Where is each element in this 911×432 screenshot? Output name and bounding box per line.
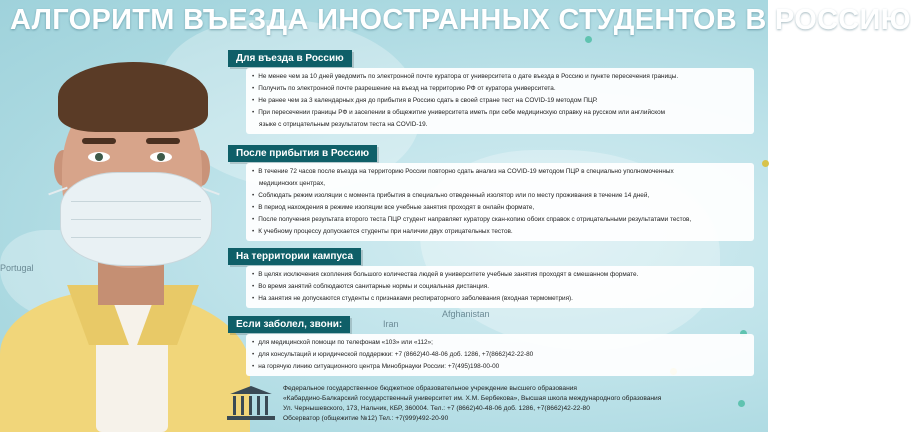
section-heading-entry: Для въезда в Россию [228, 50, 352, 67]
list-item: • В целях исключения скопления большого количества людей в университете учебные занятия проходят в смешанном формате. [252, 269, 748, 281]
list-item: • В период нахождения в режиме изоляции все учебные занятия проходят в онлайн формате, [252, 202, 748, 214]
list-item: • Получить по электронной почте разрешение на въезд на территорию РФ от куратора университета. [252, 83, 748, 95]
map-label-iran: Iran [383, 319, 399, 329]
university-logo-icon [225, 386, 277, 424]
map-dot [585, 36, 592, 43]
list-item: • При пересечении границы РФ и заселении в общежитие университета иметь при себе медицинскую справку на русском или английском [252, 107, 748, 119]
footer-university: «Кабардино-Балкарский государственный университет им. Х.М. Бербекова», Высшая школа международного образования [283, 395, 662, 402]
footer-address: Ул. Чернышевского, 173, Нальчик, КБР, 360004. Тел.: +7 (8662)40-48-06 доб. 1286, +7(8662)42-22-80 [283, 405, 590, 412]
section-arrival [246, 163, 754, 241]
list-item: • Во время занятий соблюдаются санитарные нормы и социальная дистанция. [252, 281, 748, 293]
map-label-portugal: Portugal [0, 263, 34, 273]
list-item: • для консультаций и юридической поддержки: +7 (8662)40-48-06 доб. 1286, +7(8662)42-22-80 [252, 349, 748, 361]
list-item: • на горячую линию ситуационного центра Минобрнауки России: +7(495)198-00-00 [252, 361, 748, 373]
list-item: • К учебному процессу допускается студенты при наличии двух отрицательных тестов. [252, 226, 748, 238]
list-item: • Не менее чем за 10 дней уведомить по электронной почте куратора от университета о дате въезда в Россию и пункте пересечения границы. [252, 71, 748, 83]
map-label-afghanistan: Afghanistan [442, 309, 490, 319]
section-heading-if-sick: Если заболел, звони: [228, 316, 350, 333]
section-entry [246, 68, 754, 134]
section-if-sick [246, 334, 754, 376]
footer [225, 383, 761, 430]
section-campus [246, 266, 754, 308]
list-item: • После получения результата второго теста ПЦР студент направляет куратору скан-копию обоих справок с отрицательными результатами тестов, [252, 214, 748, 226]
footer-org: Федеральное государственное бюджетное образовательное учреждение высшего образования [283, 385, 577, 392]
footer-dormitory: Обсерватор (общежитие №12) Тел.: +7(999)492-20-90 [283, 415, 449, 422]
list-item: • В течение 72 часов после въезда на территорию России повторно сдать анализ на COVID-19 методом ПЦР в специально уполномоченных [252, 166, 748, 178]
face-mask [60, 172, 212, 266]
list-item: • На занятия не допускаются студенты с признаками респираторного заболевания (входная термометрия). [252, 293, 748, 305]
list-item: • Не ранее чем за 3 календарных дня до прибытия в Россию сдать в своей стране тест на COVID-19 методом ПЦР. [252, 95, 748, 107]
student-photo [0, 40, 250, 432]
list-item: • для медицинской помощи по телефонам «103» или «112»; [252, 337, 748, 349]
section-heading-arrival: После прибытия в Россию [228, 145, 377, 162]
list-item: языке с отрицательным результатом теста на COVID-19. [259, 121, 428, 128]
page-title: АЛГОРИТМ ВЪЕЗДА ИНОСТРАННЫХ СТУДЕНТОВ В РОССИЮ [10, 4, 911, 36]
list-item: медицинских центрах, [259, 180, 326, 187]
section-heading-campus: На территории кампуса [228, 248, 361, 265]
map-dot [762, 160, 769, 167]
list-item: • Соблюдать режим изоляции с момента прибытия в специально отведенный изолятор или по месту проживания в течение 14 дней, [252, 190, 748, 202]
